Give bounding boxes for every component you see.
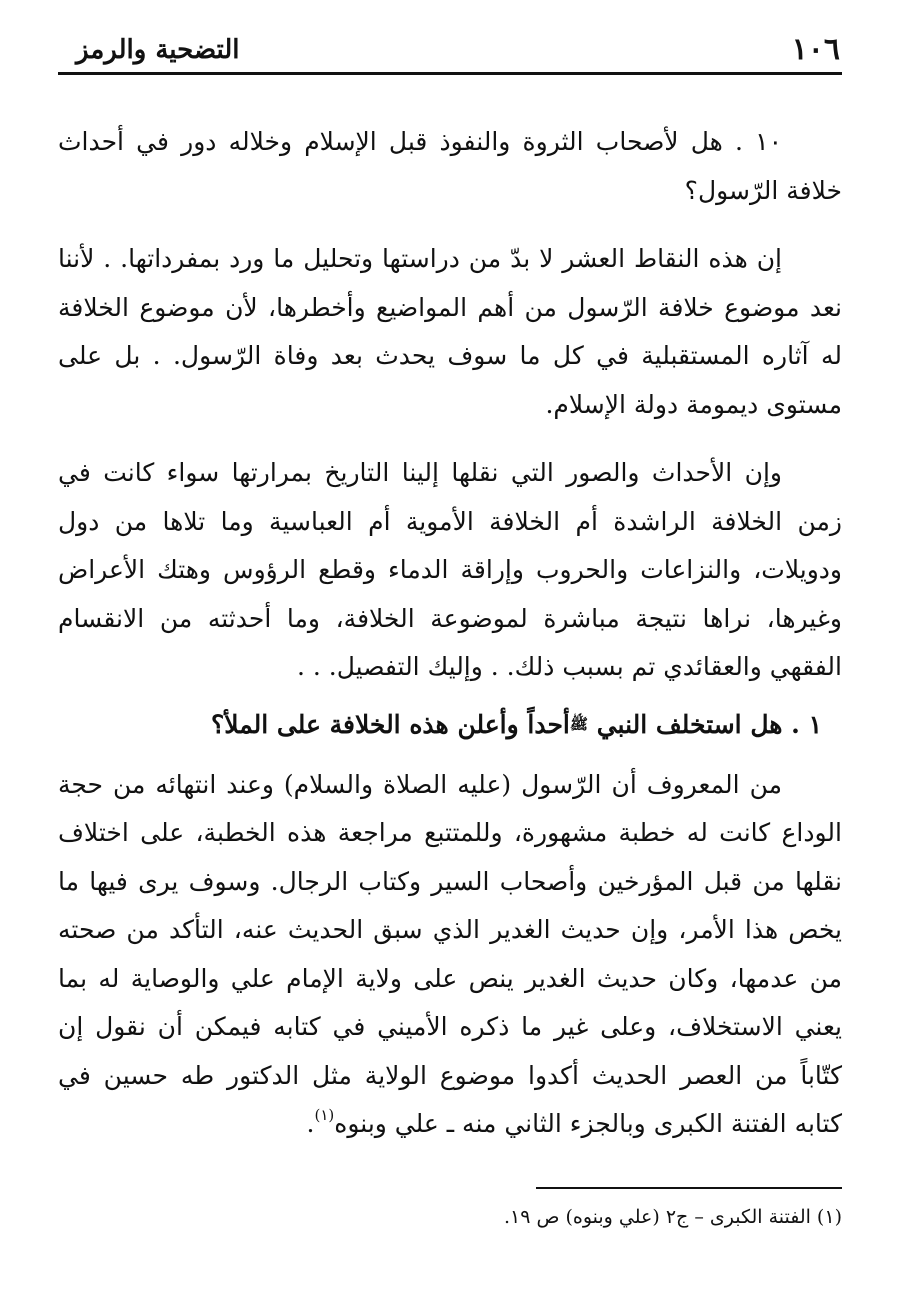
section-heading — [58, 700, 842, 749]
body-text — [58, 118, 842, 1149]
paragraph-2: وإن الأحداث والصور التي نقلها إلينا التاريخ بمرارتها سواء كانت في زمن الخلافة الراشدة أم الخلافة الأموية أم العباسية وما تلاها من دول ودويلات، والنزاعات والحروب وإراقة الدماء وقطع الرؤوس وهتك الأعراض وغيرها، نراها نتيجة مباشرة لموضوعة الخلافة، وما أحدثته من الانقسام الفقهي والعقائدي تم بسبب ذلك. . وإليك التفصيل. . . — [58, 458, 842, 681]
paragraph-1: إن هذه النقاط العشر لا بدّ من دراستها وتحليل ما ورد بمفرداتها. . لأننا نعد موضوع خلافة الرّسول من أهم المواضيع وأخطرها، لأن موضوع الخلافة له آثاره المستقبلية في كل ما سوف يحدث بعد وفاة الرّسول. . بل على مستوى ديمومة دولة الإسلام. — [58, 244, 842, 419]
heading-part-1: ١ . هل استخلف النبي — [596, 709, 822, 739]
question-10: ١٠ . هل لأصحاب الثروة والنفوذ قبل الإسلام وخلاله دور في أحداث خلافة الرّسول؟ — [58, 127, 842, 205]
footnote-divider — [536, 1187, 842, 1189]
running-title: التضحية والرمز — [76, 35, 240, 65]
honorific-symbol: ﷺ — [569, 714, 588, 733]
paragraph-3-text: من المعروف أن الرّسول (عليه الصلاة والسلام) وعند انتهائه من حجة الوداع كانت له خطبة مشهورة، وللمتتبع مراجعة هذه الخطبة، على اختلاف نقلها من قبل المؤرخين وأصحاب السير وكتاب الرجال. وسوف يرى فيها ما يخص هذا الأمر، وإن حديث الغدير الذي سبق الحديث عنه، التأكد من صحته من عدمها، وكان حديث الغدير ينص على ولاية الإمام علي والوصاية له بما يعني الاستخلاف، وعلى غير ما ذكره الأميني في كتابه فيمكن أن نقول إن كتّاباً من العصر الحديث أكدوا موضوع الولاية مثل الدكتور طه حسين في كتابه الفتنة الكبرى وبالجزء الثاني منه ـ علي وبنوه — [58, 769, 842, 1138]
page-header — [58, 28, 842, 75]
paragraph-3-end: . — [306, 1109, 315, 1138]
paragraph-3 — [58, 761, 842, 1149]
footnote-reference: (١) — [314, 1106, 335, 1124]
page-number: ١٠٦ — [791, 32, 840, 67]
heading-part-2: أحداً وأعلن هذه الخلافة على الملأ؟ — [211, 709, 570, 739]
footnote: (١) الفتنة الكبرى – ج٢ (علي وبنوه) ص ١٩. — [503, 1206, 842, 1228]
